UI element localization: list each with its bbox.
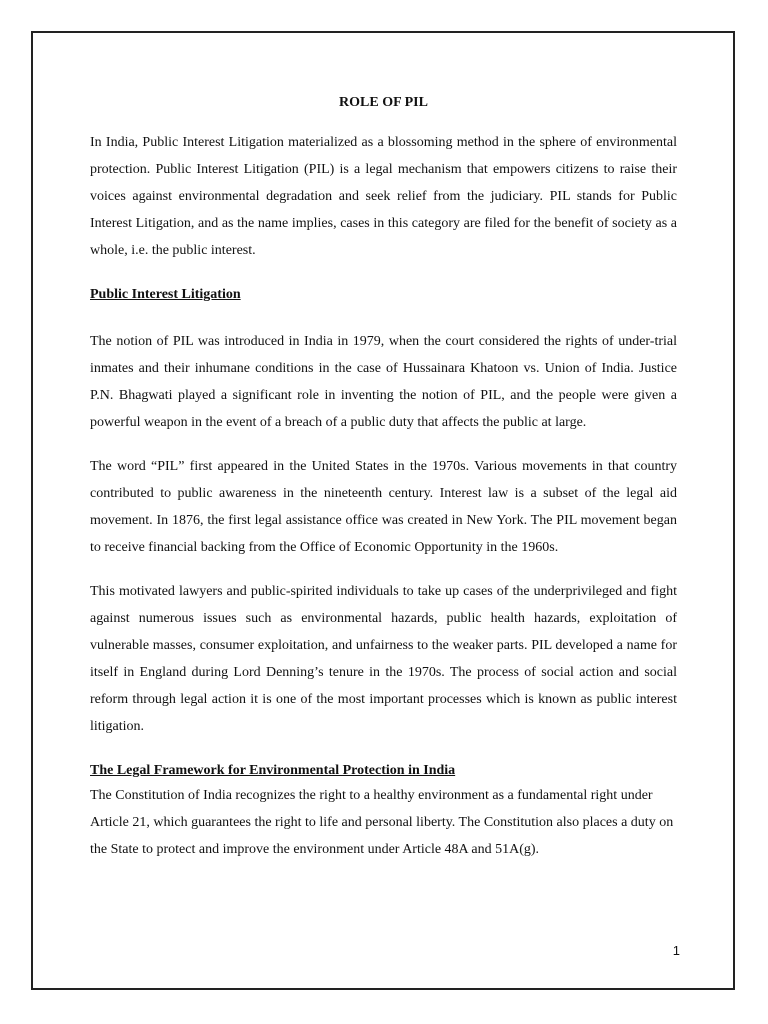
page-number: 1 — [672, 943, 680, 958]
paragraph-pil-motivation: This motivated lawyers and public-spirited individuals to take up cases of the underprivileged and fight against numerous issues such as environmental hazards, public health hazards, exploitation of vulnerable masses, consumer exploitation, and unfairness to the weaker parts. PIL developed a name for itself in England during Lord Denning’s tenure in the 1970s. The process of social action and social reform through legal action it is one of the most important processes which is known as public interest litigation. — [90, 584, 677, 734]
paragraph-pil-origin-india: The notion of PIL was introduced in India in 1979, when the court considered the rights of under-trial inmates and their inhumane conditions in the case of Hussainara Khatoon vs. Union of India. Justice P.N. Bhagwati played a significant role in inventing the notion of PIL, and the people were given a powerful weapon in the event of a breach of a public duty that affects the public at large. — [90, 334, 677, 430]
paragraph-pil-origin-us: The word “PIL” first appeared in the United States in the 1970s. Various movements in that country contributed to public awareness in the nineteenth century. Interest law is a subset of the legal aid movement. In 1876, the first legal assistance office was created in New York. The PIL movement began to receive financial backing from the Office of Economic Opportunity in the 1960s. — [90, 459, 677, 555]
paragraph-constitution: The Constitution of India recognizes the right to a healthy environment as a fundamental right under Article 21, which guarantees the right to life and personal liberty. The Constitution also places a duty on the State to protect and improve the environment under Article 48A and 51A(g). — [90, 788, 674, 857]
document-body — [90, 94, 677, 880]
document-title: ROLE OF PIL — [339, 95, 428, 110]
intro-paragraph: In India, Public Interest Litigation materialized as a blossoming method in the sphere of environmental protection. Public Interest Litigation (PIL) is a legal mechanism that empowers citizens to raise their voices against environmental degradation and seek relief from the judiciary. PIL stands for Public Interest Litigation, and as the name implies, cases in this category are filed for the benefit of society as a whole, i.e. the public interest. — [90, 135, 677, 258]
section-heading-legal-framework: The Legal Framework for Environmental Protection in India — [90, 763, 456, 778]
section-heading-pil: Public Interest Litigation — [90, 287, 241, 302]
